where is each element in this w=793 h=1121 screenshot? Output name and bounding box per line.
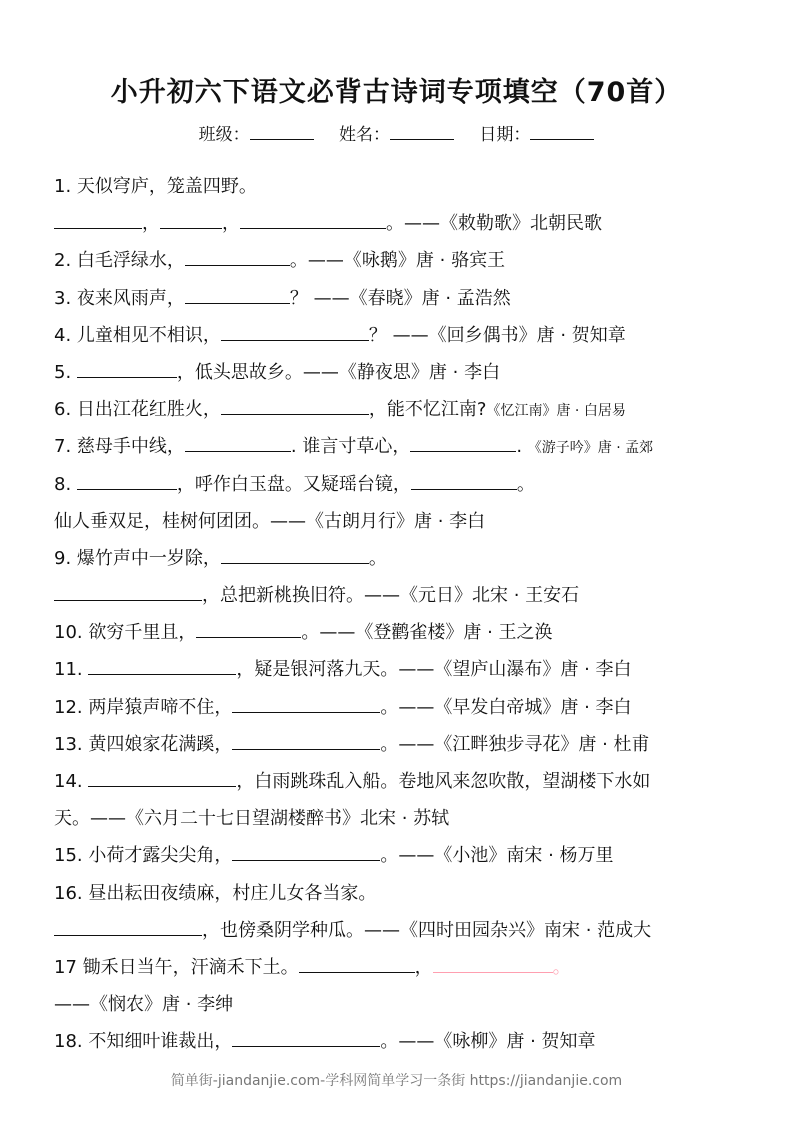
line-text: ， [222, 213, 240, 235]
exercise-line [54, 242, 754, 279]
exercise-line [54, 428, 754, 465]
answer-blank[interactable] [221, 322, 369, 341]
line-text: ？ ——《回乡偶书》唐 · 贺知章 [368, 324, 626, 346]
date-blank[interactable] [530, 123, 594, 140]
line-text: 7. 慈母手中线， [54, 436, 185, 458]
line-text: 17 锄禾日当午，汗滴禾下土。 [54, 956, 299, 978]
line-text: ， [414, 956, 433, 978]
line-text: ，疑是银河落九天。——《望庐山瀑布》唐 · 李白 [236, 659, 632, 681]
line-text: 8. [54, 473, 77, 495]
line-text: 。——《登鹳雀楼》唐 · 王之涣 [301, 622, 553, 644]
answer-blank[interactable] [232, 731, 380, 750]
line-text: 1. 天似穹庐，笼盖四野。 [54, 176, 257, 197]
line-text: 《忆江南》唐 · 白居易 [486, 403, 626, 420]
class-label: 班级： [198, 125, 250, 145]
line-text: 。 [552, 956, 571, 978]
answer-blank[interactable] [185, 247, 290, 266]
answer-blank[interactable] [240, 210, 386, 229]
answer-blank[interactable] [410, 433, 516, 452]
line-text: 12. 两岸猿声啼不住， [54, 696, 233, 718]
line-text: 18. 不知细叶谁裁出， [54, 1031, 233, 1053]
exercise-line [54, 280, 754, 317]
line-text: 。——《江畔独步寻花》唐 · 杜甫 [380, 733, 650, 755]
answer-blank[interactable] [54, 210, 142, 229]
line-text: 9. 爆竹声中一岁除， [54, 547, 221, 569]
exercise-line [54, 986, 754, 1023]
line-text: 。 [516, 473, 535, 495]
exercise-line [54, 800, 754, 837]
answer-blank[interactable] [88, 656, 236, 675]
line-text: 6. 日出江花红胜火， [54, 399, 221, 421]
line-text: 16. 昼出耘田夜绩麻，村庄儿女各当家。 [54, 882, 377, 904]
line-text: 13. 黄四娘家花满蹊， [54, 733, 233, 755]
line-text: 2. 白毛浮绿水， [54, 250, 185, 272]
class-field [199, 120, 314, 145]
line-text: 。——《咏鹅》唐 · 骆宾王 [289, 250, 506, 272]
answer-blank[interactable] [411, 471, 517, 490]
answer-blank[interactable] [77, 471, 177, 490]
line-text: . [516, 436, 528, 458]
answer-blank[interactable] [299, 954, 415, 973]
line-text: 。——《敕勒歌》北朝民歌 [386, 213, 602, 235]
exercise-line [54, 391, 754, 428]
line-text: 4. 儿童相见不相识， [54, 324, 221, 346]
answer-blank[interactable] [221, 396, 369, 415]
exercise-line [54, 1023, 754, 1060]
exercise-line [54, 205, 754, 242]
line-text: 《游子吟》唐 · 孟郊 [527, 440, 654, 457]
exercise-line [54, 540, 754, 577]
line-text: . 谁言寸草心， [290, 436, 411, 458]
exercise-line [54, 726, 754, 763]
answer-blank[interactable] [433, 954, 553, 973]
line-text: ，呼作白玉盘。又疑瑶台镜， [176, 473, 411, 495]
exercise-line [54, 949, 754, 986]
exercise-line [54, 912, 754, 949]
exercise-line [54, 614, 754, 651]
line-text: 。——《咏柳》唐 · 贺知章 [380, 1031, 596, 1053]
line-text: 。 [368, 547, 387, 569]
exercise-line [54, 317, 754, 354]
line-text: 天。——《六月二十七日望湖楼醉书》北宋 · 苏轼 [54, 808, 450, 830]
answer-blank[interactable] [196, 619, 301, 638]
line-text: ，低头思故乡。——《静夜思》唐 · 李白 [176, 361, 501, 383]
name-blank[interactable] [390, 123, 454, 140]
line-text: ——《悯农》唐 · 李绅 [54, 994, 234, 1016]
date-field [479, 120, 594, 145]
answer-blank[interactable] [77, 359, 177, 378]
name-field [339, 120, 454, 145]
class-blank[interactable] [250, 123, 314, 140]
exercise-line [54, 875, 754, 912]
line-text: 10. 欲穷千里且， [54, 622, 197, 644]
exercise-line [54, 651, 754, 688]
line-text: 5. [54, 361, 77, 383]
line-text: ，能不忆江南? [368, 399, 487, 421]
answer-blank[interactable] [54, 917, 202, 936]
line-text: ，总把新桃换旧符。——《元日》北宋 · 王安石 [202, 585, 580, 607]
exercise-line [54, 466, 754, 503]
line-text: 11. [54, 659, 89, 681]
footer-watermark: 简单街-jiandanjie.com-学科网简单学习一条街 https://jiandanjie.com [170, 1073, 623, 1089]
line-text: ，白雨跳珠乱入船。卷地风来忽吹散，望湖楼下水如 [236, 771, 651, 792]
exercise-line [54, 837, 754, 874]
answer-blank[interactable] [54, 582, 202, 601]
answer-blank[interactable] [232, 1028, 380, 1047]
line-text: 。——《小池》南宋 · 杨万里 [380, 845, 614, 867]
exercise-line [54, 503, 754, 540]
answer-blank[interactable] [88, 768, 236, 787]
exercise-line [54, 577, 754, 614]
date-label: 日期： [479, 125, 531, 145]
exercise-line [54, 763, 754, 800]
line-text: 15. 小荷才露尖尖角， [54, 845, 233, 867]
exercise-line [54, 689, 754, 726]
line-text: 仙人垂双足，桂树何团团。——《古朗月行》唐 · 李白 [54, 510, 486, 532]
line-text: 3. 夜来风雨声， [54, 287, 185, 309]
exercise-line [54, 354, 754, 391]
answer-blank[interactable] [185, 285, 290, 304]
answer-blank[interactable] [232, 842, 380, 861]
line-text: 14. [54, 771, 89, 792]
line-text: ？ ——《春晓》唐 · 孟浩然 [289, 287, 511, 309]
answer-blank[interactable] [160, 210, 222, 229]
line-text: 。——《早发白帝城》唐 · 李白 [380, 696, 632, 718]
page-title: 小升初六下语文必背古诗词专项填空（70首） [110, 77, 683, 108]
exercise-list [54, 168, 754, 1061]
line-text: ， [142, 213, 160, 235]
exercise-line [54, 168, 754, 205]
info-fields [0, 120, 793, 145]
line-text: ，也傍桑阴学种瓜。——《四时田园杂兴》南宋 · 范成大 [202, 919, 652, 941]
answer-blank[interactable] [221, 545, 369, 564]
answer-blank[interactable] [232, 694, 380, 713]
name-label: 姓名： [339, 125, 390, 145]
answer-blank[interactable] [185, 433, 291, 452]
